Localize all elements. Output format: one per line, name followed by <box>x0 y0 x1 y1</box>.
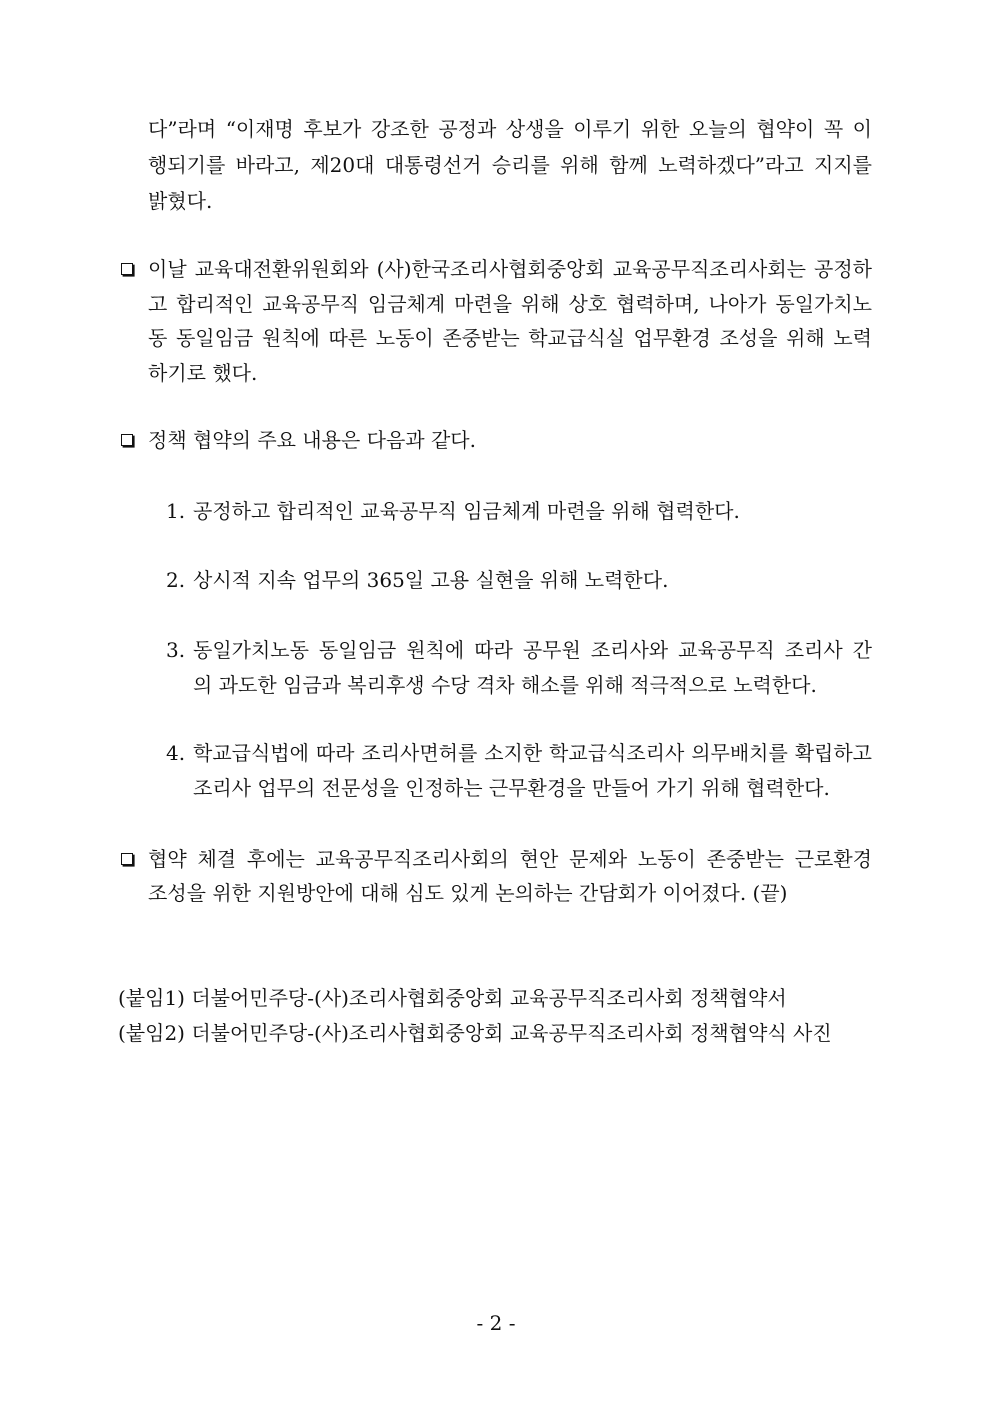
list-item-number: 1. <box>166 499 186 523</box>
attachment-item: (붙임1) 더불어민주당-(사)조리사협회중앙회 교육공무직조리사회 정책협약서 <box>118 986 787 1010</box>
bullet-line: 고 합리적인 교육공무직 임금체계 마련을 위해 상호 협력하며, 나아가 동일가치노 <box>148 292 872 316</box>
checkbox-square-icon <box>121 434 133 446</box>
bullet-line: 하기로 했다. <box>148 361 258 385</box>
list-item-text: 상시적 지속 업무의 365일 고용 실현을 위해 노력한다. <box>193 568 669 592</box>
list-item-text: 동일가치노동 동일임금 원칙에 따라 공무원 조리사와 교육공무직 조리사 간 <box>193 638 872 662</box>
list-item-number: 4. <box>166 741 186 765</box>
list-item-number: 2. <box>166 568 186 592</box>
intro-line: 다”라며 “이재명 후보가 강조한 공정과 상생을 이루기 위한 오늘의 협약이 꼭 이 <box>148 117 872 141</box>
bullet-line: 이날 교육대전환위원회와 (사)한국조리사협회중앙회 교육공무직조리사회는 공정하 <box>148 257 872 281</box>
bullet-line: 협약 체결 후에는 교육공무직조리사회의 현안 문제와 노동이 존중받는 근로환경 <box>148 847 872 871</box>
bullet-line: 동 동일임금 원칙에 따른 노동이 존중받는 학교급식실 업무환경 조성을 위해 노력 <box>148 326 872 350</box>
checkbox-square-icon <box>121 263 133 275</box>
intro-line: 밝혔다. <box>148 189 213 213</box>
list-item-text: 의 과도한 임금과 복리후생 수당 격차 해소를 위해 적극적으로 노력한다. <box>193 673 817 697</box>
checkbox-square-icon <box>121 853 133 865</box>
attachment-item: (붙임2) 더불어민주당-(사)조리사협회중앙회 교육공무직조리사회 정책협약식 사진 <box>118 1021 832 1045</box>
intro-line: 행되기를 바라고, 제20대 대통령선거 승리를 위해 함께 노력하겠다”라고 지지를 <box>148 153 872 177</box>
bullet-line: 정책 협약의 주요 내용은 다음과 같다. <box>148 428 476 452</box>
bullet-line: 조성을 위한 지원방안에 대해 심도 있게 논의하는 간담회가 이어졌다. (끝) <box>148 881 788 905</box>
list-item-text: 조리사 업무의 전문성을 인정하는 근무환경을 만들어 가기 위해 협력한다. <box>193 776 830 800</box>
list-item-text: 학교급식법에 따라 조리사면허를 소지한 학교급식조리사 의무배치를 확립하고 <box>193 741 872 765</box>
list-item-number: 3. <box>166 638 186 662</box>
page-number: - 2 - <box>476 1311 516 1335</box>
list-item-text: 공정하고 합리적인 교육공무직 임금체계 마련을 위해 협력한다. <box>193 499 740 523</box>
